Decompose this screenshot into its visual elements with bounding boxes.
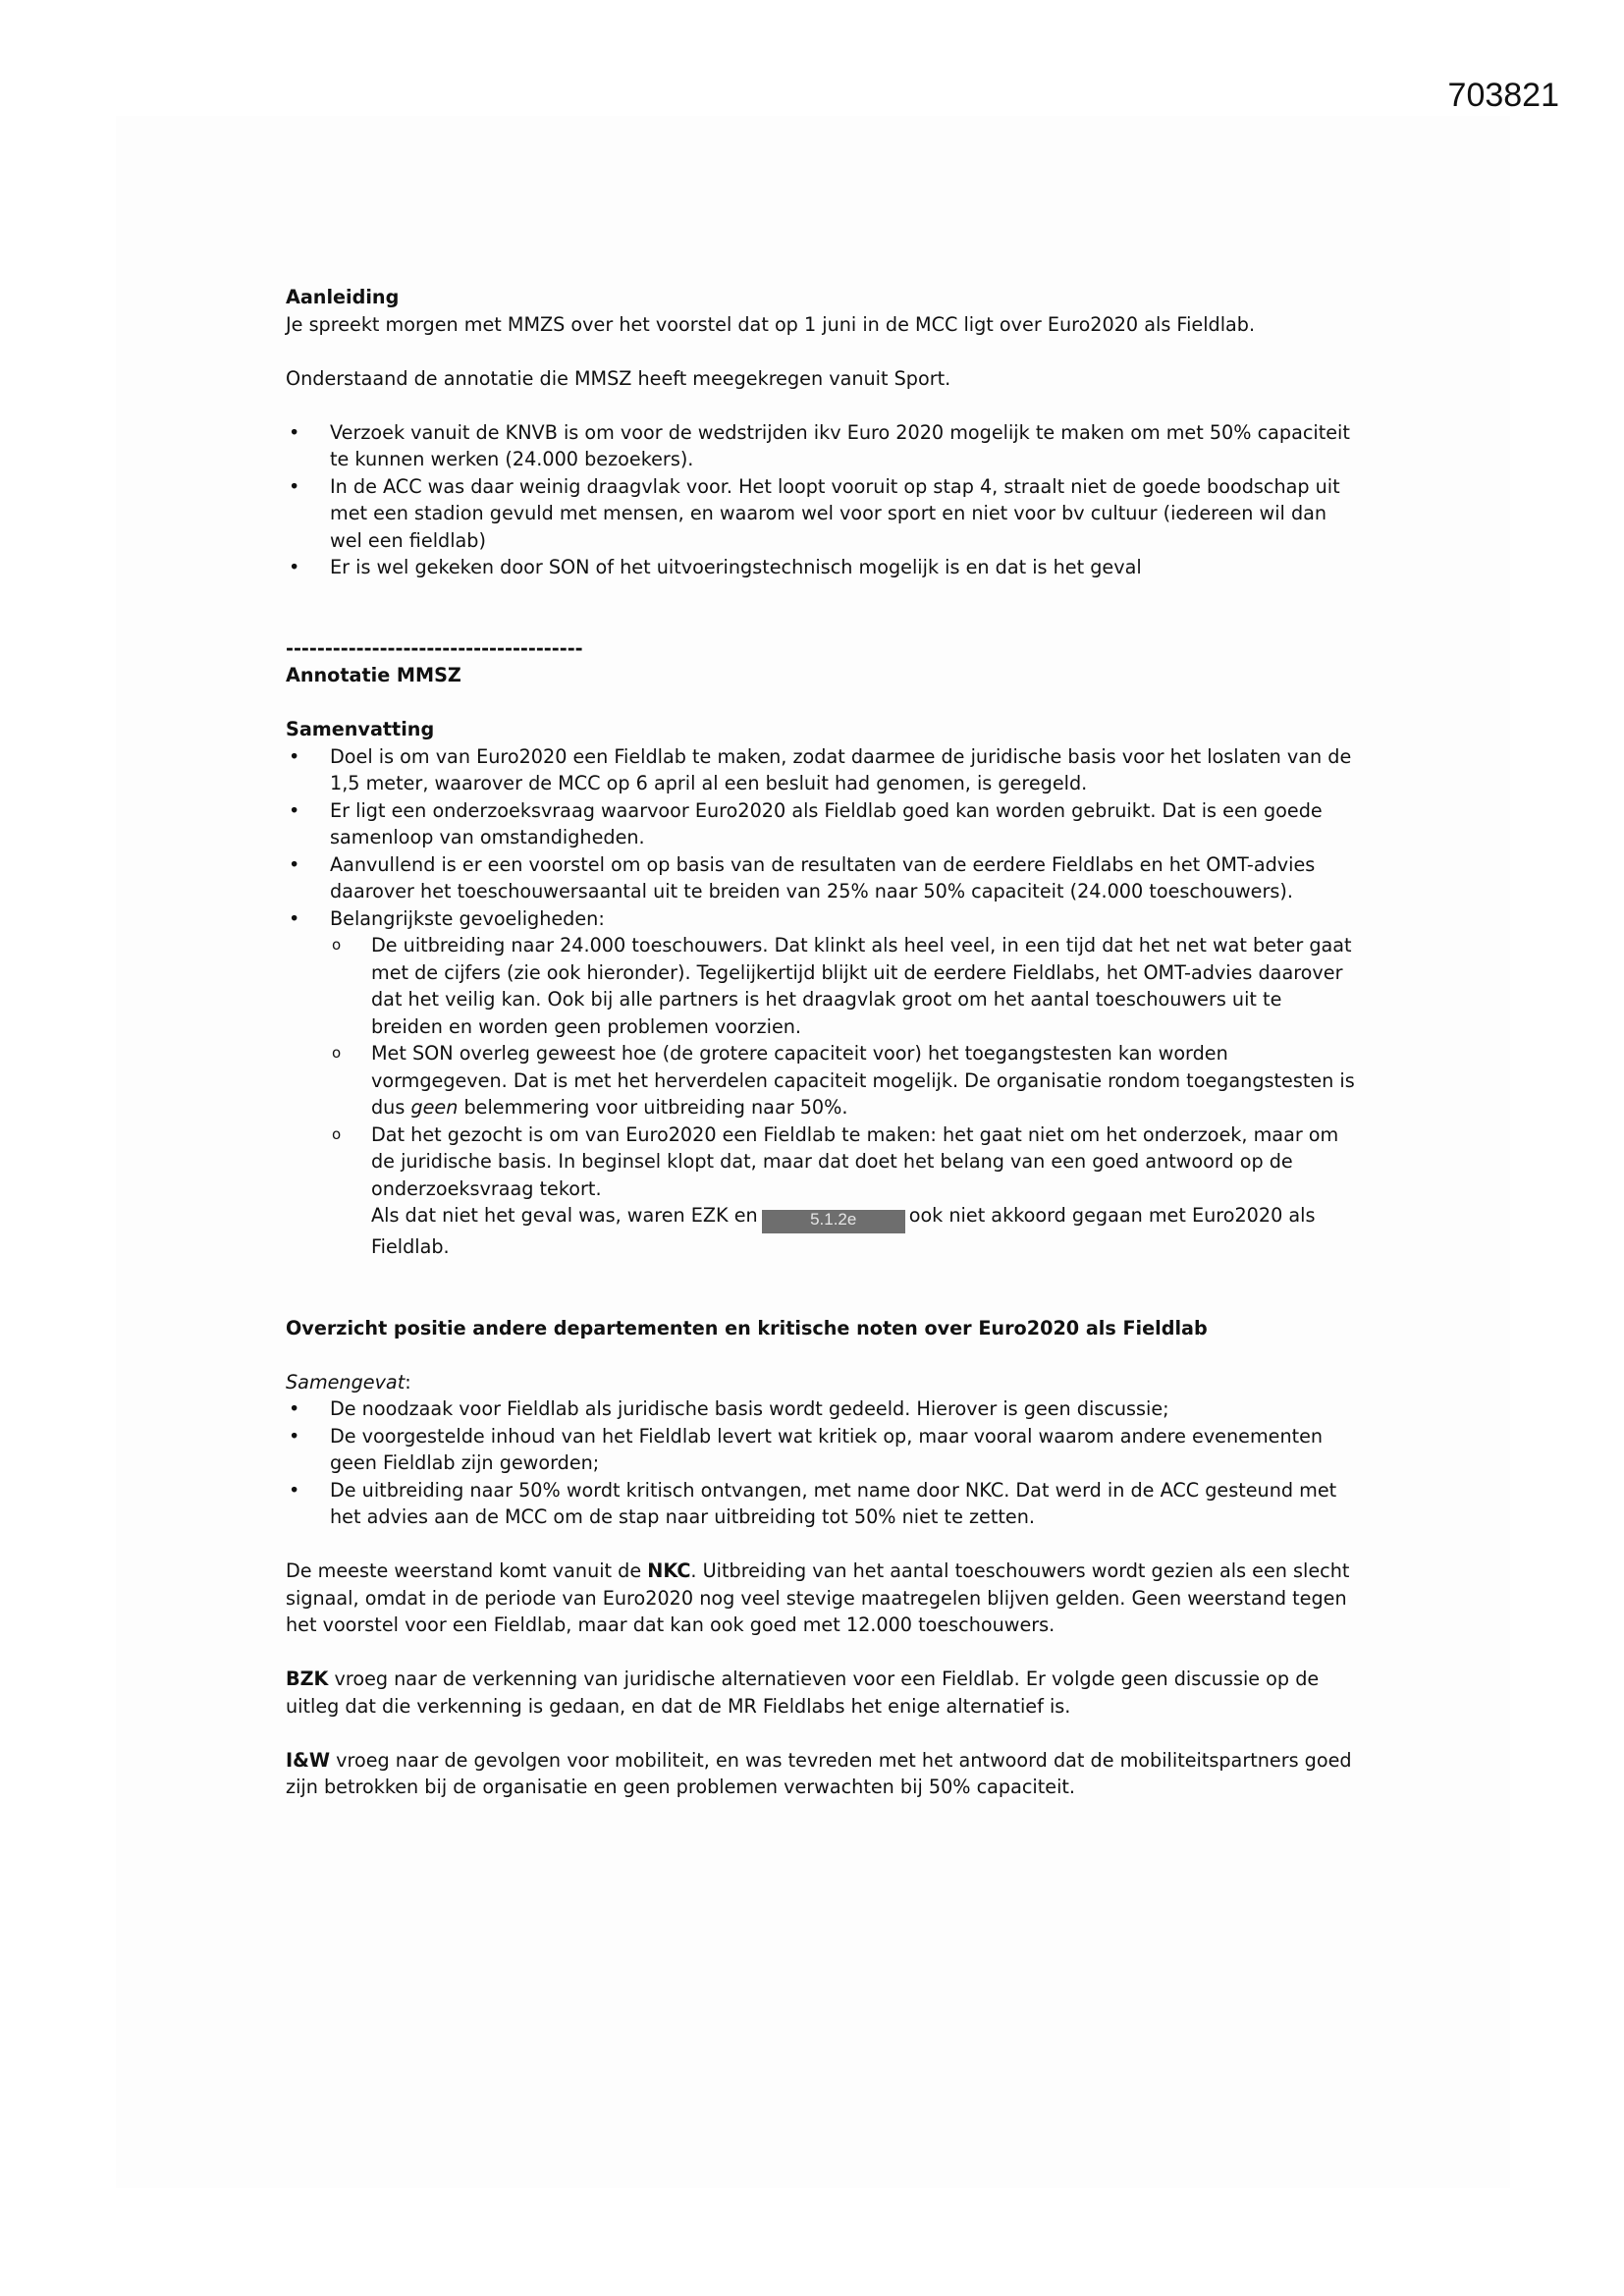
text-run: ook niet akkoord gegaan met Euro2020 als Fieldlab. [371, 1204, 1316, 1258]
list-item: • De noodzaak voor Fieldlab als juridische basis wordt gedeeld. Hierover is geen discussie; [286, 1395, 1356, 1423]
redaction-box: 5.1.2e [762, 1210, 905, 1233]
list-item: • Verzoek vanuit de KNVB is om voor de wedstrijden ikv Euro 2020 mogelijk te maken om met 50% capaciteit te kunnen werken (24.000 bezoekers). [286, 419, 1356, 473]
list-item: • Er ligt een onderzoeksvraag waarvoor Euro2020 als Fieldlab goed kan worden gebruikt. Dat is een goede samenloop van omstandigheden. [286, 797, 1356, 851]
spacer [286, 581, 1356, 609]
spacer [286, 689, 1356, 717]
heading-annotatie: Annotatie MMSZ [286, 664, 461, 686]
text-run: belemmering voor uitbreiding naar 50%. [458, 1096, 848, 1119]
bold-text: BZK [286, 1667, 329, 1690]
separator-line: -------------------------------------- [286, 636, 583, 660]
heading-overzicht: Overzicht positie andere departementen en kritische noten over Euro2020 als Fieldlab [286, 1316, 1208, 1339]
sub-list-item [330, 1040, 1356, 1121]
aanleiding-paragraph: Je spreekt morgen met MMZS over het voorstel dat op 1 juni in de MCC ligt over Euro2020 als Fieldlab. [286, 312, 1256, 336]
spacer [286, 392, 1356, 419]
overzicht-bullet-list [286, 1395, 1356, 1531]
text-run: . Uitbreiding van het aantal toeschouwers wordt gezien als een slecht signaal, omdat in de periode van Euro2020 nog veel stevige maatregelen blijven gelden. Geen weerstand tegen het voorstel voor een Fieldlab, maar dat kan ook goed met 12.000 toeschouwers. [286, 1559, 1350, 1636]
emphasis-text: geen [410, 1096, 459, 1119]
text-run: De meeste weerstand komt vanuit de [286, 1559, 648, 1582]
document-body [286, 284, 1356, 1801]
spacer [286, 1720, 1356, 1747]
list-item: • Aanvullend is er een voorstel om op basis van de resultaten van de eerdere Fieldlabs en het OMT-advies daarover het toeschouwersaantal uit te breiden van 25% naar 50% capaciteit (24.000 toeschouwers). [286, 851, 1356, 905]
text-run: Dat het gezocht is om van Euro2020 een Fieldlab te maken: het gaat niet om het onderzoek, maar om de juridische basis. In beginsel klopt dat, maar dat doet het belang van een goed antwoord op de onderzoeksvraag tekort. [371, 1122, 1339, 1200]
spacer [286, 1287, 1356, 1315]
spacer [286, 338, 1356, 365]
spacer [286, 1261, 1356, 1288]
text-run: vroeg naar de gevolgen voor mobiliteit, en was tevreden met het antwoord dat de mobiliteitspartners goed zijn betrokken bij de organisatie en geen problemen verwachten bij 50% capaciteit. [286, 1748, 1352, 1798]
document-number: 703821 [1447, 77, 1559, 114]
annotatie-intro: Onderstaand de annotatie die MMSZ heeft meegekregen vanuit Sport. [286, 366, 951, 390]
bold-text: I&W [286, 1748, 331, 1772]
emphasis-text: Samengevat [286, 1370, 406, 1394]
spacer [286, 608, 1356, 635]
list-item: • De voorgestelde inhoud van het Fieldlab levert wat kritiek op, maar vooral waarom andere evenementen geen Fieldlab zijn geworden; [286, 1423, 1356, 1477]
bold-text: NKC [647, 1559, 691, 1582]
list-item: • In de ACC was daar weinig draagvlak voor. Het loopt vooruit op stap 4, straalt niet de goede boodschap uit met een stadion gevuld met mensen, en waarom wel voor sport en niet voor bv cultuur (iedereen wil dan wel een fieldlab) [286, 473, 1356, 555]
sub-list-item [330, 1121, 1356, 1261]
heading-samenvatting: Samenvatting [286, 718, 435, 740]
text-run: Met SON overleg geweest hoe (de grotere capaciteit voor) het toegangstesten kan worden vormgegeven. Dat is met het herverdelen capaciteit mogelijk. De organisatie rondom toegangstesten is dus [371, 1042, 1355, 1119]
gevoeligheden-sublist [330, 932, 1356, 1261]
text-run: : [405, 1370, 411, 1394]
list-item: • De uitbreiding naar 50% wordt kritisch ontvangen, met name door NKC. Dat werd in de ACC gesteund met het advies aan de MCC om de stap naar uitbreiding tot 50% niet te zetten. [286, 1477, 1356, 1531]
spacer [286, 1341, 1356, 1369]
list-item: • Doel is om van Euro2020 een Fieldlab te maken, zodat daarmee de juridische basis voor het loslaten van de 1,5 meter, waarover de MCC op 6 april al een besluit had genomen, is geregeld. [286, 743, 1356, 797]
aanleiding-bullet-list [286, 419, 1356, 581]
list-item-label: Belangrijkste gevoeligheden: [330, 906, 605, 930]
text-run: vroeg naar de verkenning van juridische alternatieven voor een Fieldlab. Er volgde geen discussie op de uitleg dat die verkenning is gedaan, en dat de MR Fieldlabs het enige alternatief is. [286, 1667, 1320, 1718]
spacer [286, 1639, 1356, 1667]
list-item [286, 905, 1356, 1261]
heading-aanleiding: Aanleiding [286, 286, 400, 308]
spacer [286, 1531, 1356, 1558]
iw-paragraph [286, 1747, 1356, 1801]
nkc-paragraph [286, 1558, 1356, 1639]
list-item: • Er is wel gekeken door SON of het uitvoeringstechnisch mogelijk is en dat is het geval [286, 554, 1356, 581]
sub-list-item: o De uitbreiding naar 24.000 toeschouwers. Dat klinkt als heel veel, in een tijd dat het net wat beter gaat met de cijfers (zie ook hieronder). Tegelijkertijd blijkt uit de eerdere Fieldlabs, het OMT-advies daarover dat het veilig kan. Ook bij alle partners is het draagvlak groot om het aantal toeschouwers uit te breiden en worden geen problemen voorzien. [330, 932, 1356, 1040]
samenvatting-bullet-list [286, 743, 1356, 1261]
text-run: Als dat niet het geval was, waren EZK en [371, 1204, 758, 1227]
bzk-paragraph [286, 1666, 1356, 1720]
samengevat-label [286, 1369, 1356, 1396]
